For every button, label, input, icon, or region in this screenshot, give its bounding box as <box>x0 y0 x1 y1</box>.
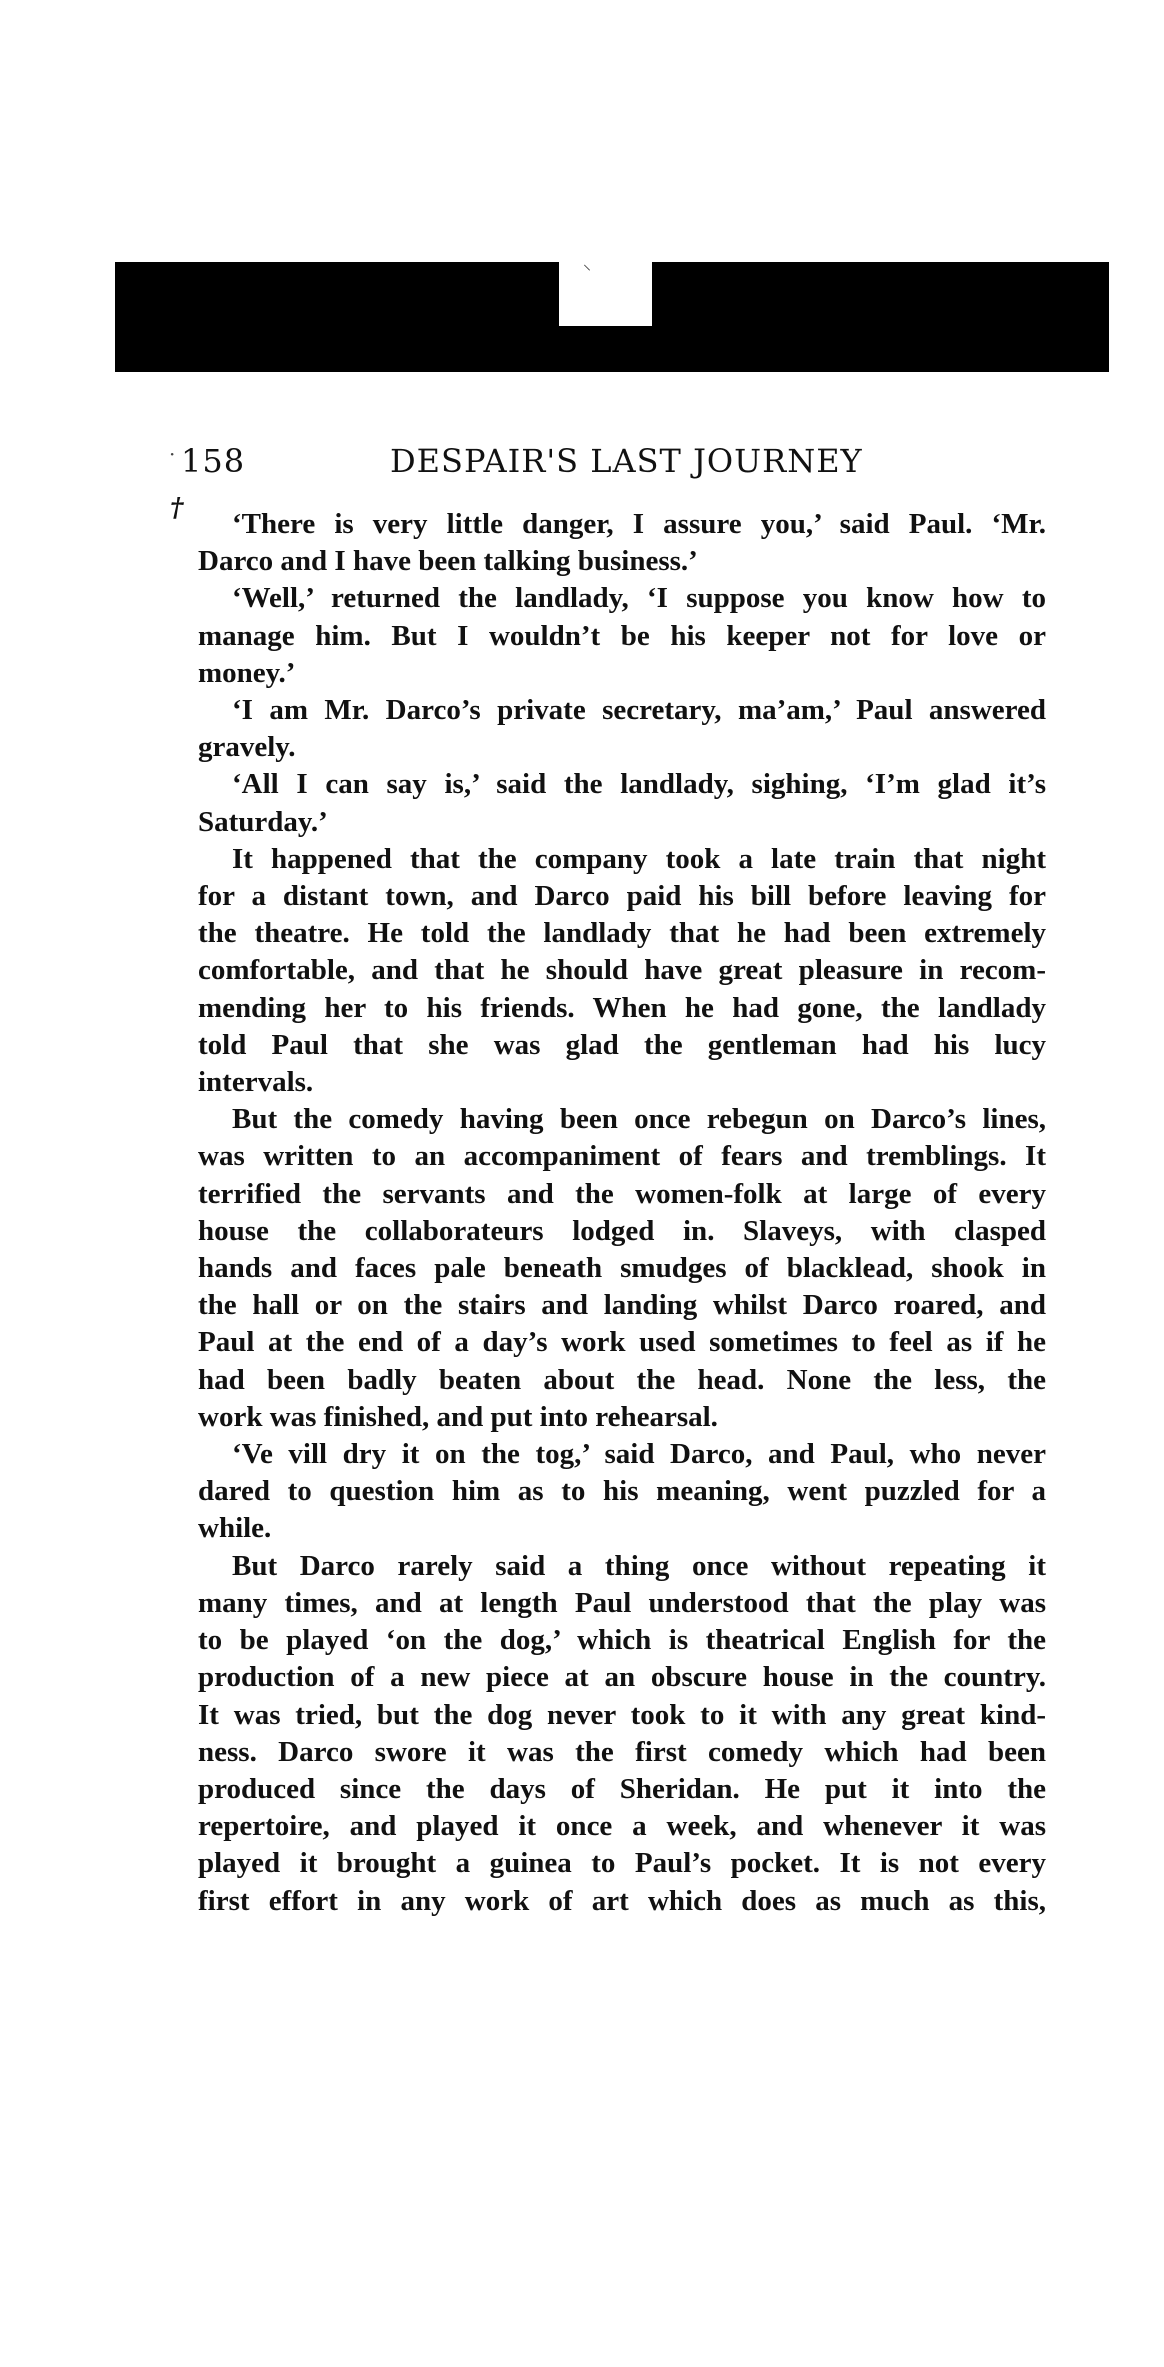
text-line: production of a new piece at an obscure house in the country. <box>198 1661 1046 1694</box>
text-line: It was tried, but the dog never took to it with any great kind- <box>198 1698 1046 1731</box>
text-line: Darco and I have been talking business.’ <box>198 545 698 578</box>
text-line: the theatre. He told the landlady that he had been extremely <box>198 917 1046 950</box>
text-line: work was finished, and put into rehearsal. <box>198 1400 718 1433</box>
text-line: many times, and at length Paul understood that the play was <box>198 1586 1046 1619</box>
text-line: Paul at the end of a day’s work used sometimes to feel as if he <box>198 1326 1046 1359</box>
text-line: hands and faces pale beneath smudges of blacklead, shook in <box>198 1252 1046 1285</box>
text-line: first effort in any work of art which does as much as this, <box>198 1884 1046 1917</box>
body-text <box>198 506 1046 1920</box>
text-line: for a distant town, and Darco paid his bill before leaving for <box>198 880 1046 913</box>
text-line: the hall or on the stairs and landing whilst Darco roared, and <box>198 1289 1046 1322</box>
text-line: had been badly beaten about the head. None the less, the <box>198 1363 1046 1396</box>
text-line: ness. Darco swore it was the first comedy which had been <box>198 1735 1046 1768</box>
text-line: But the comedy having been once rebegun on Darco’s lines, <box>232 1103 1046 1136</box>
text-line: ‘I am Mr. Darco’s private secretary, ma’am,’ Paul answered <box>232 694 1046 727</box>
scan-gap-mark: ⸌ <box>583 261 592 280</box>
text-line: But Darco rarely said a thing once without repeating it <box>232 1549 1046 1582</box>
text-line: ‘There is very little danger, I assure you,’ said Paul. ‘Mr. <box>232 508 1046 540</box>
page-number: 158 <box>181 442 246 480</box>
text-line: to be played ‘on the dog,’ which is theatrical English for the <box>198 1624 1046 1657</box>
running-title: DESPAIR'S LAST JOURNEY <box>390 442 863 480</box>
text-line: Saturday.’ <box>198 805 328 838</box>
text-line: while. <box>198 1512 272 1545</box>
text-line: intervals. <box>198 1066 314 1099</box>
text-line: was written to an accompaniment of fears and tremblings. It <box>198 1140 1046 1173</box>
text-line: money.’ <box>198 656 296 689</box>
margin-mark: † <box>170 493 184 523</box>
text-line: ‘Ve vill dry it on the tog,’ said Darco, and Paul, who never <box>232 1438 1046 1471</box>
text-line: mending her to his friends. When he had gone, the landlady <box>198 991 1046 1024</box>
text-line: produced since the days of Sheridan. He put it into the <box>198 1772 1046 1805</box>
text-line: dared to question him as to his meaning, went puzzled for a <box>198 1475 1046 1508</box>
text-line: told Paul that she was glad the gentleman had his lucy <box>198 1028 1046 1061</box>
margin-dot: · <box>169 442 176 466</box>
text-line: house the collaborateurs lodged in. Slaveys, with clasped <box>198 1214 1046 1247</box>
text-line: manage him. But I wouldn’t be his keeper not for love or <box>198 619 1046 652</box>
text-line: It happened that the company took a late train that night <box>232 842 1046 875</box>
scan-bar-gap <box>559 262 652 326</box>
text-line: repertoire, and played it once a week, and whenever it was <box>198 1810 1046 1843</box>
text-line: terrified the servants and the women-folk at large of every <box>198 1177 1046 1210</box>
text-line: played it brought a guinea to Paul’s pocket. It is not every <box>198 1847 1046 1880</box>
text-line: comfortable, and that he should have great pleasure in recom- <box>198 954 1046 987</box>
text-line: gravely. <box>198 731 296 764</box>
text-line: ‘Well,’ returned the landlady, ‘I suppose you know how to <box>232 582 1046 615</box>
text-line: ‘All I can say is,’ said the landlady, sighing, ‘I’m glad it’s <box>232 768 1046 801</box>
